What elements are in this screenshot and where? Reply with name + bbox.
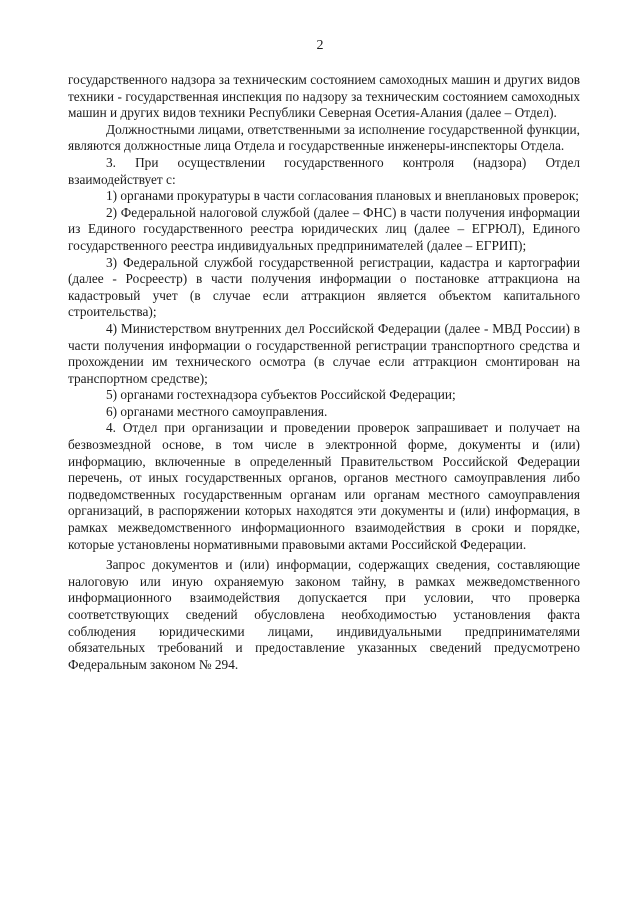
list-item-gostekhnadzor: 5) органами гостехнадзора субъектов Российской Федерации;	[106, 387, 456, 403]
paragraph-request: Запрос документов и (или) информации, содержащих сведения, составляющие налоговую или иную охраняемую законом тайну, в рамках межведомственного информационного взаимодействия допускается при условии, что проверка соответствующих сведений обусловлена необходимостью установления факта соблюдения юридическими лицами, индивидуальными предпринимателями обязательных требований и предоставление указанных сведений предусмотрено Федеральным законом № 294.	[68, 557, 580, 672]
paragraph-officials: Должностными лицами, ответственными за исполнение государственной функции, являются должностные лица Отдела и государственные инженеры-инспекторы Отдела.	[68, 121, 580, 154]
paragraph-continuation: государственного надзора за техническим состоянием самоходных машин и других видов техники - государственная инспекция по надзору за техническим состоянием самоходных машин и других видов техники Республики Северная Осетия-Алания (далее – Отдел).	[68, 72, 580, 121]
list-item-mvd: 4) Министерством внутренних дел Российской Федерации (далее - МВД России) в части получения информации о государственной регистрации транспортного средства и прохождении им технического осмотра (в случае если аттракцион смонтирован на транспортном средстве);	[68, 320, 580, 386]
paragraph-item-3: 3. При осуществлении государственного контроля (надзора) Отдел взаимодействует с:	[68, 154, 580, 187]
list-item-local-government: 6) органами местного самоуправления.	[106, 403, 328, 419]
list-item-prosecutor: 1) органами прокуратуры в части согласования плановых и внеплановых проверок;	[106, 188, 579, 204]
document-body	[68, 72, 580, 673]
list-item-rosreestr: 3) Федеральной службой государственной регистрации, кадастра и картографии (далее - Росреестр) в части получения информации о постановке аттракциона на кадастровый учет (в случае если аттракцион является объектом капитального строительства);	[68, 254, 580, 320]
list-item-fns: 2) Федеральной налоговой службой (далее – ФНС) в части получения информации из Единого государственного реестра юридических лиц (далее – ЕГРЮЛ), Единого государственного реестра индивидуальных предпринимателей (далее – ЕГРИП);	[68, 204, 580, 253]
paragraph-item-4: 4. Отдел при организации и проведении проверок запрашивает и получает на безвозмездной основе, в том числе в электронной форме, документы и (или) информацию, включенные в определенный Правительством Российской Федерации перечень, от иных государственных органов, органов местного самоуправления либо подведомственных государственным органам или органам местного самоуправления организаций, в распоряжении которых находятся эти документы и (или) информация, в рамках межведомственного информационного взаимодействия в сроки и порядке, которые установлены нормативными правовыми актами Российской Федерации.	[68, 420, 580, 552]
page-number: 2	[316, 38, 324, 53]
